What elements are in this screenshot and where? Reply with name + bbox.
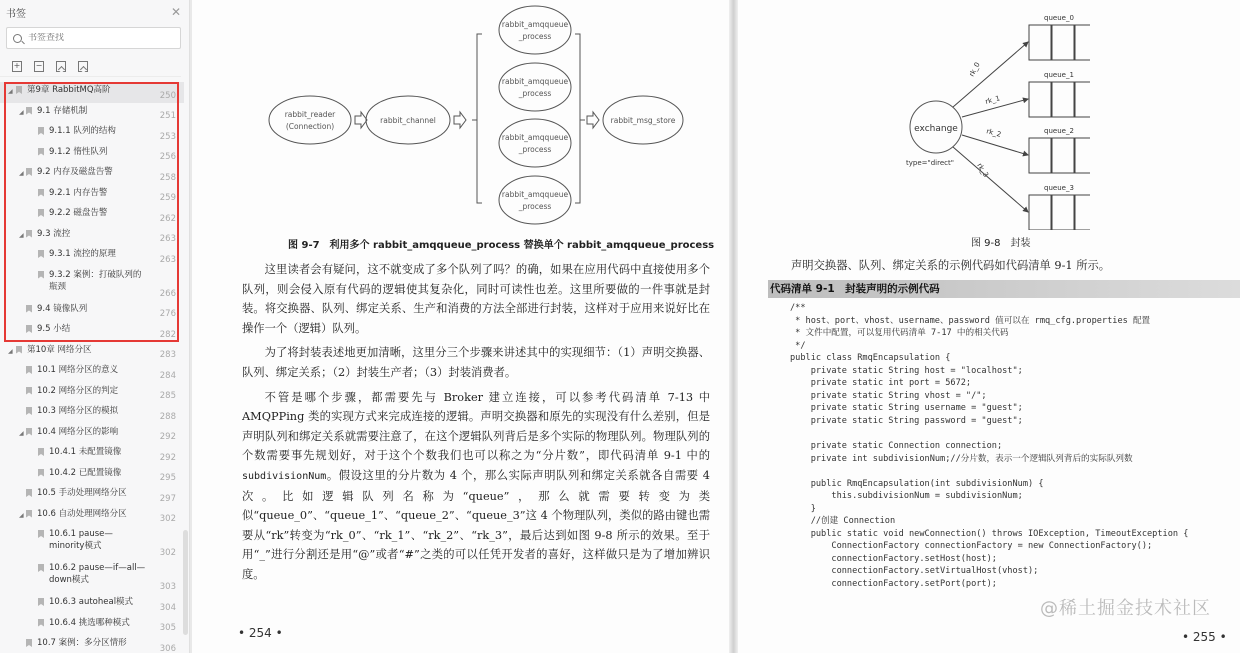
bookmark-icon <box>26 230 32 238</box>
qp-label: rabbit_amqqueue <box>501 190 569 199</box>
bookmark-icon <box>26 168 32 176</box>
toc-label: 10.6.3 autoheal模式 <box>49 597 134 607</box>
toc-item[interactable] <box>0 144 184 165</box>
toc-page-number: 297 <box>159 493 176 504</box>
queue-slot <box>1075 138 1090 173</box>
bookmark-icon <box>38 127 44 135</box>
toc-label: 第10章 网络分区 <box>27 344 92 355</box>
toc-item[interactable] <box>0 321 184 342</box>
bookmark-icon <box>38 209 44 217</box>
toc-item[interactable] <box>0 164 184 185</box>
toc-page-number: 253 <box>159 131 176 142</box>
toc-item[interactable] <box>0 383 184 404</box>
qp-label: _process <box>518 145 552 154</box>
toc-label: 9.4 镜像队列 <box>37 303 88 314</box>
toc-label: 9.2.2 磁盘告警 <box>49 208 108 218</box>
toc-label: 10.4 网络分区的影响 <box>37 426 119 437</box>
toc-page-number: 263 <box>159 234 176 244</box>
node-queue-process-2 <box>499 63 571 111</box>
exchange-label: exchange <box>914 124 958 134</box>
page-gutter <box>729 0 738 653</box>
bookmark-search-input[interactable] <box>28 33 168 43</box>
toc-item[interactable] <box>0 267 184 301</box>
queue-slot <box>1029 195 1051 230</box>
inline-code: subdivisionNum <box>242 470 327 482</box>
expand-arrow-icon[interactable]: ◢ <box>8 347 13 355</box>
toc-label: 9.3 流控 <box>37 228 71 239</box>
toc-label: 9.3.2 案例：打破队列的瓶颈 <box>49 269 142 292</box>
toc-label: 9.1 存储机制 <box>37 105 88 116</box>
bookmark-toolbar <box>0 49 181 77</box>
queue-slot <box>1029 25 1051 60</box>
queue-slot <box>1075 25 1090 60</box>
routing-key-label: rk_1 <box>984 94 1001 106</box>
toc-item[interactable] <box>0 82 184 103</box>
page-number-left: • 254 • <box>238 626 283 640</box>
sidebar-title: 书签 <box>6 8 26 20</box>
toc-item[interactable] <box>0 362 184 383</box>
exchange-type-label: type="direct" <box>906 159 954 167</box>
toc-item[interactable] <box>0 485 184 506</box>
toc-item[interactable] <box>0 560 184 594</box>
page-number-right: • 255 • <box>1182 630 1227 644</box>
toc-label: 10.6.1 pause—minority模式 <box>49 529 113 551</box>
toc-page-number: 266 <box>159 288 176 299</box>
queue-slot <box>1029 82 1051 117</box>
bookmark-icon <box>38 148 44 156</box>
paragraph: 为了将封装表述地更加清晰，这里分三个步骤来讲述其中的实现细节：（1）声明交换器、队列、绑定关系；（2）封装生产者；（3）封装消费者。 <box>242 346 710 379</box>
left-page-body <box>242 260 710 590</box>
qp-label: _process <box>518 32 552 41</box>
search-icon <box>13 34 22 43</box>
toc-label: 10.5 手动处理网络分区 <box>37 488 127 498</box>
sidebar-header <box>0 0 189 24</box>
queue-slot <box>1075 195 1090 230</box>
expand-arrow-icon[interactable]: ◢ <box>19 108 24 116</box>
bookmark-icon <box>38 448 44 456</box>
toc-label: 9.3.1 流控的原理 <box>49 249 116 259</box>
qp-label: rabbit_amqqueue <box>501 133 569 142</box>
bookmark-icon <box>38 619 44 627</box>
queue-slot <box>1075 82 1090 117</box>
bookmark-icon <box>26 305 32 313</box>
routing-key-label: rk_0 <box>967 61 982 78</box>
bookmark-icon <box>16 86 22 94</box>
toc-label: 10.3 网络分区的模拟 <box>37 406 119 416</box>
toc-label: 10.6.2 pause—if—all—down模式 <box>49 563 146 585</box>
expand-arrow-icon[interactable]: ◢ <box>8 88 13 95</box>
bookmark-icon <box>26 325 32 333</box>
queue-slot <box>1052 25 1074 60</box>
expand-arrow-icon[interactable]: ◢ <box>19 511 24 519</box>
toc-item[interactable] <box>0 226 184 247</box>
toc-label: 9.1.2 惰性队列 <box>49 146 108 157</box>
collapse-all-icon[interactable]: − <box>35 61 43 70</box>
expand-arrow-icon[interactable]: ◢ <box>19 231 24 239</box>
toc-label: 10.4.2 已配置镜像 <box>49 467 122 478</box>
toc-item[interactable] <box>0 594 184 615</box>
queue-slot <box>1052 138 1074 173</box>
close-icon[interactable]: ✕ <box>170 5 181 19</box>
code-listing: /** * host、port、vhost、username、password 值可以在 rmq_cfg.properties 配置 * 文件中配置，可以复用代码清单 7-17 中的相关代码 */ public class RmqEncapsulation { private static String host = "localhost"; private static int port = 5672; private static String vhost = "/"; private static String username = "guest"; private static String password = "guest"; private static Connection connection; private int subdivisionNum;//分片数，表示一个逻辑队列背后的实际队列数 public RmqEncapsulation(int subdivisionNum) { this.subdivisionNum = subdivisionNum; } //创建 Connection public static void newConnection() throws IOException, TimeoutException { ConnectionFactory connectionFactory = new ConnectionFactory(); connectionFactory.setHost(host); connectionFactory.setVirtualHost(vhost); connectionFactory.setPort(port); <box>790 303 1189 590</box>
toc-item[interactable] <box>0 205 184 226</box>
toc-page-number: 303 <box>159 582 176 592</box>
qp-label: _process <box>518 202 552 211</box>
toc-label: 10.2 网络分区的判定 <box>37 385 119 396</box>
toc-item[interactable] <box>0 301 184 322</box>
queue-label: queue_0 <box>1044 14 1074 22</box>
bookmark-icon[interactable] <box>78 61 88 72</box>
queue-slot <box>1052 82 1074 117</box>
sidebar-scrollbar[interactable] <box>183 530 188 635</box>
bookmark-icon <box>26 387 32 395</box>
bookmark-sidebar <box>0 0 190 653</box>
queue-label: queue_1 <box>1044 71 1074 79</box>
toc-item[interactable] <box>0 342 184 363</box>
arrow-2 <box>454 112 466 128</box>
channel-label: rabbit_channel <box>380 116 436 125</box>
toc-label: 第9章 RabbitMQ高阶 <box>27 85 111 95</box>
paragraph: 这里读者会有疑问，这不就变成了多个队列了吗？的确，如果在应用代码中直接使用多个队列，则会侵入原有代码的逻辑使其复杂化，同时可读性也差。这里所要做的一件事就是封装。将交换器、队列、绑定关系、生产和消费的方法全部进行封装，这样对于应用来说好比在操作一个（逻辑）队列。 <box>242 263 710 335</box>
qp-label: _process <box>518 89 552 98</box>
toc-page-number: 295 <box>159 473 176 483</box>
toc-label: 9.1.1 队列的结构 <box>49 126 116 136</box>
queue-label: queue_3 <box>1044 184 1074 192</box>
toc-item[interactable] <box>0 506 184 527</box>
reader-label-2: (Connection) <box>285 122 335 131</box>
bookmark-icon <box>26 366 32 374</box>
routing-arrow <box>953 147 1028 212</box>
queue-slot <box>1052 195 1074 230</box>
figure-9-8 <box>900 5 1090 230</box>
toc-label: 10.7 案例：多分区情形 <box>37 638 127 648</box>
bracket-right <box>575 34 585 203</box>
bookmark-icon <box>38 530 44 538</box>
toc-item[interactable] <box>0 615 184 636</box>
toc-label: 10.6 自动处理网络分区 <box>37 508 127 519</box>
arrow-3 <box>587 112 599 128</box>
routing-key-label: rk_2 <box>985 127 1002 139</box>
arrow-1 <box>355 112 367 128</box>
toc-page-number: 288 <box>159 411 176 422</box>
bookmark-icon <box>38 469 44 477</box>
toc-item[interactable] <box>0 465 184 486</box>
store-label: rabbit_msg_store <box>610 116 676 125</box>
toc-page-number: 302 <box>159 548 176 558</box>
queue-slot <box>1029 138 1051 173</box>
toc-item[interactable] <box>0 185 184 206</box>
bookmark-icon <box>16 346 22 354</box>
reader-label-1: rabbit_reader <box>284 110 336 119</box>
bookmark-icon <box>26 489 32 497</box>
bookmark-icon <box>26 639 32 647</box>
toc-page-number: 263 <box>159 254 176 265</box>
toc-page-number: 304 <box>159 602 176 613</box>
node-queue-process-4 <box>499 176 571 224</box>
toc-item[interactable] <box>0 246 184 267</box>
toc-item[interactable] <box>0 403 184 424</box>
qp-label: rabbit_amqqueue <box>501 77 569 86</box>
bookmark-icon <box>26 428 32 436</box>
toc-page-number: 282 <box>159 329 176 340</box>
routing-key-label: rk_3 <box>975 161 990 179</box>
toc-page-number: 302 <box>159 514 176 524</box>
node-queue-process-1 <box>499 6 571 54</box>
expand-arrow-icon[interactable]: ◢ <box>19 429 24 437</box>
bookmark-icon <box>26 107 32 115</box>
toc-page-number: 292 <box>159 432 176 442</box>
expand-all-icon[interactable]: + <box>13 61 21 70</box>
toc-item[interactable] <box>0 123 184 144</box>
toc-page-number: 306 <box>159 643 176 653</box>
figure-9-7 <box>255 0 715 235</box>
toc-label: 9.2 内存及磁盘告警 <box>37 167 113 177</box>
toc-page-number: 259 <box>159 193 176 203</box>
queue-group <box>953 14 1090 230</box>
toc-page-number: 283 <box>159 350 176 360</box>
paragraph-text: 不管是哪个步骤，都需要先与 Broker 建立连接，可以参考代码清单 7-13 中 AMQPPing 类的实现方式来完成连接的逻辑。声明交换器和原先的实现没有什么差别，但是声明队列和绑定关系就需要注意了，在这个逻辑队列背后是多个实际的物理队列。物理队列的个数需要事先规划好，对于这个个数我们也可以称之为“分片数”，即代码清单 9-1 中的 <box>242 390 710 463</box>
toc-item[interactable] <box>0 635 184 653</box>
watermark: @稀土掘金技术社区 <box>1040 598 1211 619</box>
toc-page-number: 276 <box>159 309 176 319</box>
toc-page-number: 256 <box>159 152 176 162</box>
toc-page-number: 250 <box>159 90 176 101</box>
expand-arrow-icon[interactable]: ◢ <box>19 170 24 177</box>
toc-item[interactable] <box>0 424 184 445</box>
bookmark-icon <box>38 598 44 606</box>
figure-9-7-caption: 图 9-7 利用多个 rabbit_amqqueue_process 替换单个 rabbit_amqqueue_process <box>288 240 715 251</box>
paragraph <box>242 388 710 585</box>
node-rabbit-reader <box>269 96 351 144</box>
toc-label: 9.2.1 内存告警 <box>49 187 108 198</box>
code-listing-title: 代码清单 9-1 封装声明的示例代码 <box>768 280 1240 298</box>
toc-label: 10.1 网络分区的意义 <box>37 365 119 375</box>
bookmark-icon <box>26 510 32 518</box>
add-bookmark-icon[interactable] <box>56 61 66 72</box>
bookmark-search[interactable] <box>6 27 181 49</box>
toc-label: 10.6.4 挑选哪种模式 <box>49 617 130 628</box>
toc-page-number: 284 <box>159 370 176 381</box>
bookmark-icon <box>38 189 44 197</box>
toc-page-number: 258 <box>159 172 176 183</box>
figure-9-8-caption: 图 9-8 封装 <box>971 238 1031 249</box>
toc-page-number: 251 <box>159 111 176 121</box>
toc-page-number: 305 <box>159 623 176 633</box>
node-queue-process-3 <box>499 119 571 167</box>
routing-arrow <box>962 135 1028 155</box>
toc-item[interactable] <box>0 444 184 465</box>
bookmark-icon <box>38 564 44 572</box>
qp-label: rabbit_amqqueue <box>501 20 569 29</box>
right-page-intro: 声明交换器、队列、绑定关系的示例代码如代码清单 9-1 所示。 <box>791 259 1111 272</box>
toc-page-number: 262 <box>159 213 176 224</box>
paragraph-text: 。假设这里的分片数为 4 个，那么实际声明队列和绑定关系就各自需要 4 次。比如逻辑队列名称为“queue”，那么就需要转变为类似“queue_0”、“queue_1”、“queue_2”、“queue_3”这 4 个物理队列，类似的路由键也需要从“rk”转变为“rk_0”、“rk_1”、“rk_2”、“rk_3”，最后达到如图 9-8 所示的效果。至于用“_”进行分割还是用“@”或者“#”之类的可以任凭开发者的喜好，这样做只是为了增加辨识度。 <box>242 468 710 581</box>
toc-item[interactable] <box>0 526 184 560</box>
bookmark-icon <box>26 407 32 415</box>
bookmark-icon <box>38 271 44 279</box>
bookmark-icon <box>38 250 44 258</box>
toc-page-number: 285 <box>159 391 176 401</box>
toc-item[interactable] <box>0 103 184 124</box>
table-of-contents <box>0 82 184 653</box>
bracket-left <box>472 34 482 203</box>
queue-label: queue_2 <box>1044 127 1074 135</box>
toc-label: 10.4.1 未配置镜像 <box>49 447 122 457</box>
toc-page-number: 292 <box>159 452 176 463</box>
toc-label: 9.5 小结 <box>37 324 71 334</box>
